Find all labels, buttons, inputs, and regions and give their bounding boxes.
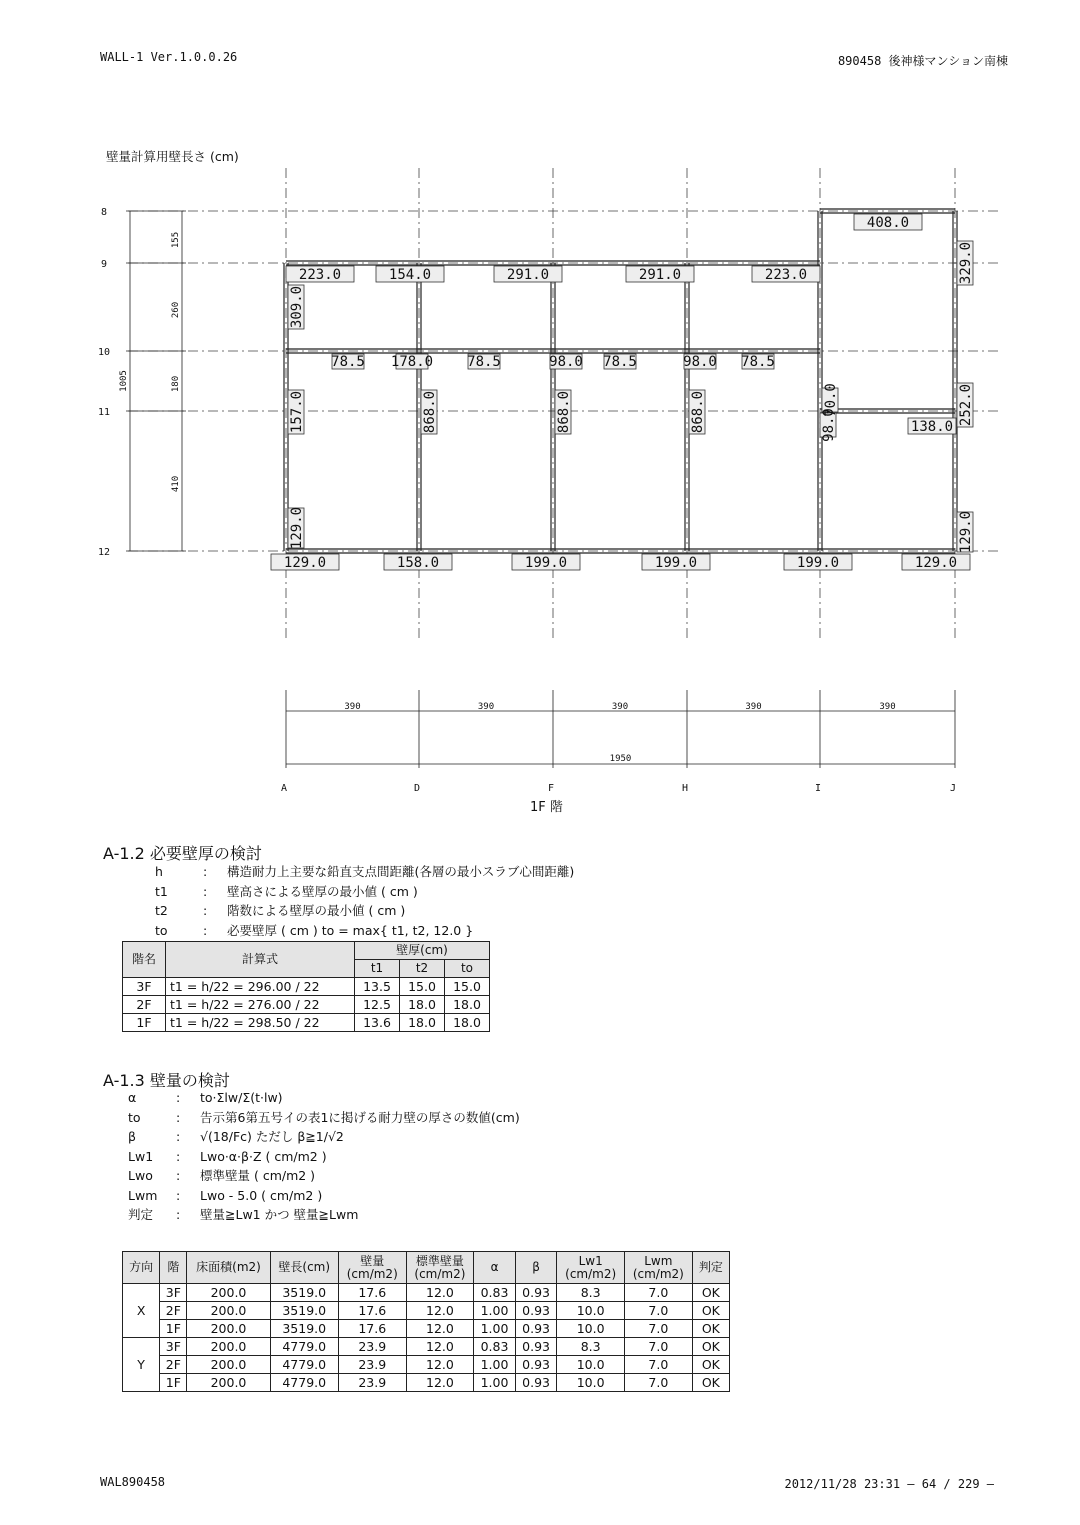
wall-length-label: 252.0 — [958, 383, 974, 427]
th-lwm: Lwm (cm/m2) — [625, 1252, 693, 1284]
wall-length-label: 223.0 — [764, 267, 808, 283]
def-key: 判定 — [128, 1207, 154, 1222]
wall-length-label: 157.0 — [289, 390, 305, 434]
row-label: 11 — [97, 407, 111, 418]
def-value: √(18/Fc) ただし β≧1/√2 — [200, 1129, 344, 1144]
wall-quantity-table — [122, 1251, 730, 1392]
th-alpha: α — [474, 1252, 516, 1284]
th-lw1: Lw1 (cm/m2) — [557, 1252, 625, 1284]
column-label: A — [280, 783, 288, 794]
left-dimension-label: 260 — [171, 301, 181, 319]
th-floor: 階名 — [123, 942, 166, 978]
wall-length-label: 78.5 — [603, 354, 637, 370]
table-row: 1F 200.0 3519.0 17.6 12.0 1.00 0.93 10.0 7.0 OK — [123, 1320, 730, 1338]
bottom-dimension-label: 390 — [344, 702, 361, 712]
th-judge: 判定 — [692, 1252, 729, 1284]
def-key: t1 — [155, 883, 168, 899]
table-row: Y 3F 200.0 4779.0 23.9 12.0 0.83 0.93 8.3 7.0 OK — [123, 1338, 730, 1356]
row-label: 9 — [100, 259, 108, 270]
wall-length-label: 98.0 — [821, 408, 837, 442]
wall-length-label: 329.0 — [958, 241, 974, 285]
wall-length-label: 158.0 — [396, 555, 440, 571]
wall-length-label: 868.0 — [690, 390, 706, 434]
section-title-thickness: A-1.2 必要壁厚の検討 — [103, 844, 262, 863]
wall-length-label: 78.5 — [467, 354, 501, 370]
header-left: WALL-1 Ver.1.0.0.26 — [100, 50, 238, 64]
def-value: 壁高さによる壁厚の最小値 ( cm ) — [227, 883, 418, 899]
column-label: J — [949, 783, 957, 794]
def-key: Lw1 — [128, 1148, 154, 1164]
th-area: 床面積(m2) — [187, 1252, 270, 1284]
wall-length-label: 129.0 — [958, 510, 974, 554]
def-key: h — [155, 864, 163, 879]
def-row: t2 : 階数による壁厚の最小値 ( cm ) — [155, 901, 574, 921]
footer-right: 2012/11/28 23:31 — 64 / 229 — — [784, 1477, 994, 1491]
table-row: 3F t1 = h/22 = 296.00 / 22 13.5 15.0 15.0 — [123, 978, 490, 996]
wall-length-label: 78.5 — [741, 354, 775, 370]
def-value: 階数による壁厚の最小値 ( cm ) — [227, 903, 406, 918]
th-standard: 標準壁量 (cm/m2) — [406, 1252, 474, 1284]
table-row: 2F 200.0 3519.0 17.6 12.0 1.00 0.93 10.0 7.0 OK — [123, 1302, 730, 1320]
thickness-table — [122, 941, 490, 1032]
def-value: 必要壁厚 ( cm ) to = max{ t1, t2, 12.0 } — [227, 922, 474, 938]
table-row: 2F t1 = h/22 = 276.00 / 22 12.5 18.0 18.0 — [123, 996, 490, 1014]
wall-length-label: 309.0 — [289, 285, 305, 329]
left-dimension-label: 180 — [171, 375, 181, 393]
wall-length-label: 154.0 — [388, 267, 432, 283]
row-label: 10 — [97, 347, 111, 358]
th-quantity: 壁量 (cm/m2) — [338, 1252, 406, 1284]
def-key: β — [128, 1129, 136, 1144]
row-label: 12 — [97, 547, 111, 558]
def-key: t2 — [155, 903, 168, 918]
wall-length-label: 199.0 — [524, 555, 568, 571]
table-row: X 3F 200.0 3519.0 17.6 12.0 0.83 0.93 8.3 7.0 OK — [123, 1284, 730, 1302]
def-row: h : 構造耐力上主要な鉛直支点間距離(各層の最小スラブ心間距離) — [155, 862, 574, 882]
wall-length-label: 178.0 — [390, 354, 434, 370]
th-beta: β — [515, 1252, 557, 1284]
bottom-dimension-label: 390 — [879, 702, 896, 712]
def-value: 壁量≧Lw1 かつ 壁量≧Lwm — [200, 1207, 359, 1222]
left-dimension-label: 410 — [171, 475, 181, 493]
def-key: Lwm — [128, 1187, 158, 1203]
column-label: I — [814, 783, 822, 794]
bottom-total-label: 1950 — [609, 754, 632, 764]
th-t2: t2 — [400, 960, 445, 978]
wall-length-label: 129.0 — [283, 555, 327, 571]
th-to: to — [445, 960, 490, 978]
column-label: D — [413, 783, 421, 794]
footer-left: WAL890458 — [100, 1475, 166, 1489]
def-value: Lwo - 5.0 ( cm/m2 ) — [200, 1187, 323, 1203]
th-dir: 方向 — [123, 1252, 160, 1284]
wall-length-label: 98.0 — [683, 354, 717, 370]
column-label: H — [681, 783, 689, 794]
def-row: to : 必要壁厚 ( cm ) to = max{ t1, t2, 12.0 } — [155, 921, 574, 941]
column-label: F — [547, 783, 555, 794]
bottom-dimension-label: 390 — [611, 702, 629, 712]
table-row: 1F t1 = h/22 = 298.50 / 22 13.6 18.0 18.0 — [123, 1014, 490, 1032]
table-row: 2F 200.0 4779.0 23.9 12.0 1.00 0.93 10.0 7.0 OK — [123, 1356, 730, 1374]
th-formula: 計算式 — [166, 942, 355, 978]
def-key: α — [128, 1090, 137, 1105]
def-value: 構造耐力上主要な鉛直支点間距離(各層の最小スラブ心間距離) — [227, 864, 575, 879]
floor-label: 1F 階 — [530, 800, 563, 815]
bottom-dimension-label: 390 — [745, 702, 762, 712]
def-key: to — [128, 1109, 141, 1125]
def-key: to — [155, 922, 168, 938]
wall-length-label: 199.0 — [796, 555, 840, 571]
def-value: 告示第6第五号イの表1に掲げる耐力壁の厚さの数値(cm) — [200, 1109, 520, 1125]
wall-length-label: 868.0 — [422, 390, 438, 434]
def-value: to·Σlw/Σ(t·lw) — [200, 1090, 283, 1105]
wall-length-label: 98.0 — [549, 354, 583, 370]
th-floor: 階 — [160, 1252, 187, 1284]
th-t1: t1 — [355, 960, 400, 978]
row-label: 8 — [100, 207, 108, 218]
def-key: Lwo — [128, 1168, 153, 1183]
quantity-definitions: α : to·Σlw/Σ(t·lw) to : 告示第6第五号イの表1に掲げる耐力壁の厚さの数値(cm) β : √(18/Fc) ただし β≧1/√2 Lw1 : Lwo·α·β·Z ( cm/m2 ) Lwo : 標準壁量 ( cm/m2 ) Lwm : Lwo - 5.0 ( cm/m2 ) 判定 : 壁量≧Lw1 かつ 壁量≧Lwm — [128, 1088, 520, 1225]
wall-length-label: 129.0 — [289, 506, 305, 550]
plan-caption: 壁量計算用壁長さ (cm) — [106, 149, 239, 164]
wall-length-label: 199.0 — [654, 555, 698, 571]
def-row: t1 : 壁高さによる壁厚の最小値 ( cm ) — [155, 882, 574, 902]
def-value: Lwo·α·β·Z ( cm/m2 ) — [200, 1148, 327, 1164]
wall-length-label: 408.0 — [866, 215, 910, 231]
def-value: 標準壁量 ( cm/m2 ) — [200, 1168, 316, 1183]
wall-length-label: 70.0 — [823, 383, 839, 417]
wall-length-label: 223.0 — [298, 267, 342, 283]
wall-length-label: 291.0 — [638, 267, 682, 283]
thickness-definitions — [155, 862, 574, 940]
wall-length-label: 78.5 — [331, 354, 365, 370]
wall-length-label: 291.0 — [506, 267, 550, 283]
section-title-wall-quantity: A-1.3 壁量の検討 — [103, 1071, 230, 1090]
bottom-dimension-label: 390 — [477, 702, 495, 712]
th-thickness: 壁厚(cm) — [355, 942, 490, 960]
th-length: 壁長(cm) — [270, 1252, 338, 1284]
left-total-label: 1005 — [119, 370, 129, 392]
header-right: 890458 後神様マンション南棟 — [837, 54, 1008, 68]
left-dimension-label: 155 — [171, 231, 181, 249]
wall-length-label: 129.0 — [914, 555, 958, 571]
wall-length-label: 138.0 — [910, 419, 954, 435]
table-row: 1F 200.0 4779.0 23.9 12.0 1.00 0.93 10.0 7.0 OK — [123, 1374, 730, 1392]
wall-length-label: 868.0 — [556, 390, 572, 434]
